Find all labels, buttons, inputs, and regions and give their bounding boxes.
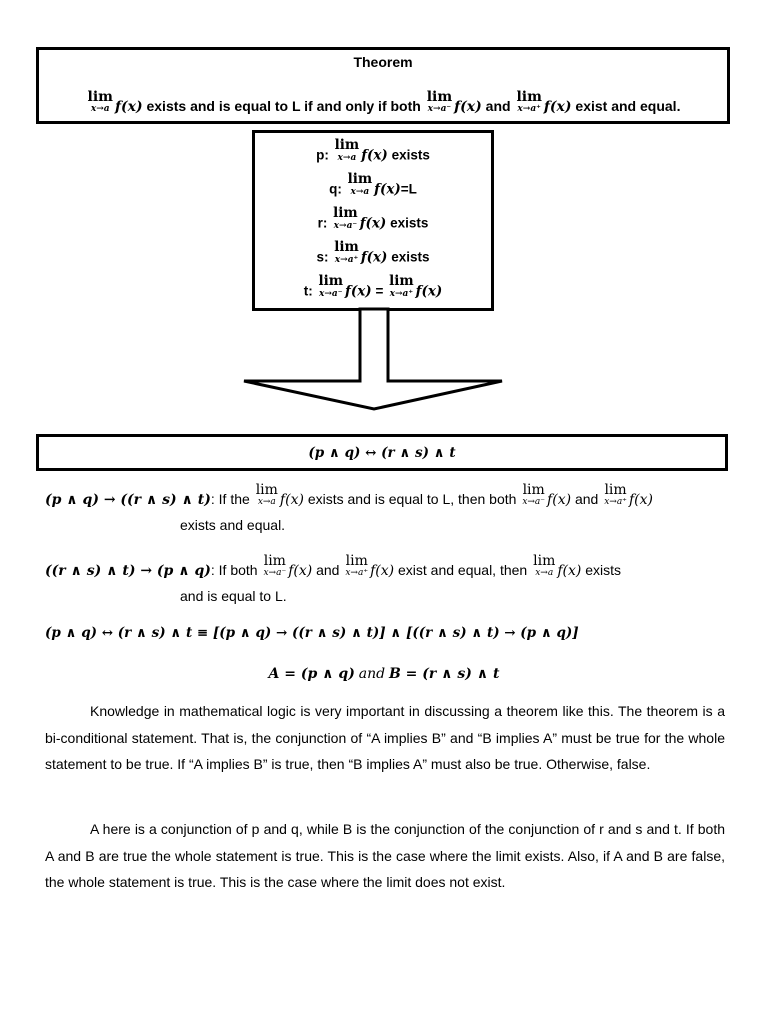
theorem-box: [36, 47, 730, 124]
paragraph-1: Knowledge in mathematical logic is very important in discussing a theorem like this. The theorem is a bi-conditional statement. That is, the conjunction of “A implies B” and “B implies A” must be true for the whole statement to be true. If “A implies B” is true, then “B implies A” must also be true. Otherwise, false.: [45, 703, 725, 772]
ab-definitions: A = (p ∧ q) and B = (r ∧ s) ∧ t: [268, 666, 500, 682]
implication-1-continuation: exists and equal.: [180, 517, 286, 533]
implication-2-formula: ((r ∧ s) ∧ t) → (p ∧ q): [45, 563, 211, 579]
implication-2-continuation: and is equal to L.: [180, 588, 287, 604]
definitions-box: [252, 130, 494, 311]
biconditional-box: [36, 434, 728, 471]
implication-1-formula: (p ∧ q) → ((r ∧ s) ∧ t): [45, 492, 211, 508]
definition-q: q: lim x→a f(x)=L: [329, 171, 417, 198]
definition-t: t: lim x→a⁻ f(x) = lim x→a⁺ f(x): [303, 273, 443, 300]
right-limit-notation: lim x→a⁺: [516, 89, 542, 114]
down-arrow-icon: [240, 305, 510, 415]
paragraph-2: A here is a conjunction of p and q, while B is the conjunction of the conjunction of r and s and t. If both A and B are true the whole statement is true. This is the case where the limit exists. Also, if A and B are false, the whole statement is true. This is the case where the limit does not exist.: [45, 821, 725, 890]
implication-2: ((r ∧ s) ∧ t) → (p ∧ q): If both lim x→a⁻ f(x) and lim x→a⁺ f(x) exist and equal, then lim x→a f(x) exists: [45, 553, 622, 579]
equivalence-formula: (p ∧ q) ↔ (r ∧ s) ∧ t ≡ [(p ∧ q) → ((r ∧ s) ∧ t)] ∧ [((r ∧ s) ∧ t) → (p ∧ q)]: [45, 625, 579, 641]
definition-s: s: lim x→a⁺ f(x) exists: [316, 239, 430, 266]
implication-1: (p ∧ q) → ((r ∧ s) ∧ t): If the lim x→a f(x) exists and is equal to L, then both lim x→a⁻ f(x) and lim x→a⁺ f(x): [45, 482, 653, 508]
definition-p: p: lim x→a f(x) exists: [316, 137, 430, 164]
left-limit-notation: lim x→a⁻: [426, 89, 453, 114]
definition-r: r: lim x→a⁻ f(x) exists: [317, 205, 429, 232]
biconditional-formula: (p ∧ q) ↔ (r ∧ s) ∧ t: [308, 445, 456, 461]
theorem-statement: lim x→a f(x) exists and is equal to L if and only if both lim x→a⁻ f(x) and lim x→a⁺ f(x) exist and equal.: [87, 89, 681, 115]
limit-notation: lim x→a: [87, 89, 113, 114]
theorem-title: Theorem: [353, 54, 413, 70]
